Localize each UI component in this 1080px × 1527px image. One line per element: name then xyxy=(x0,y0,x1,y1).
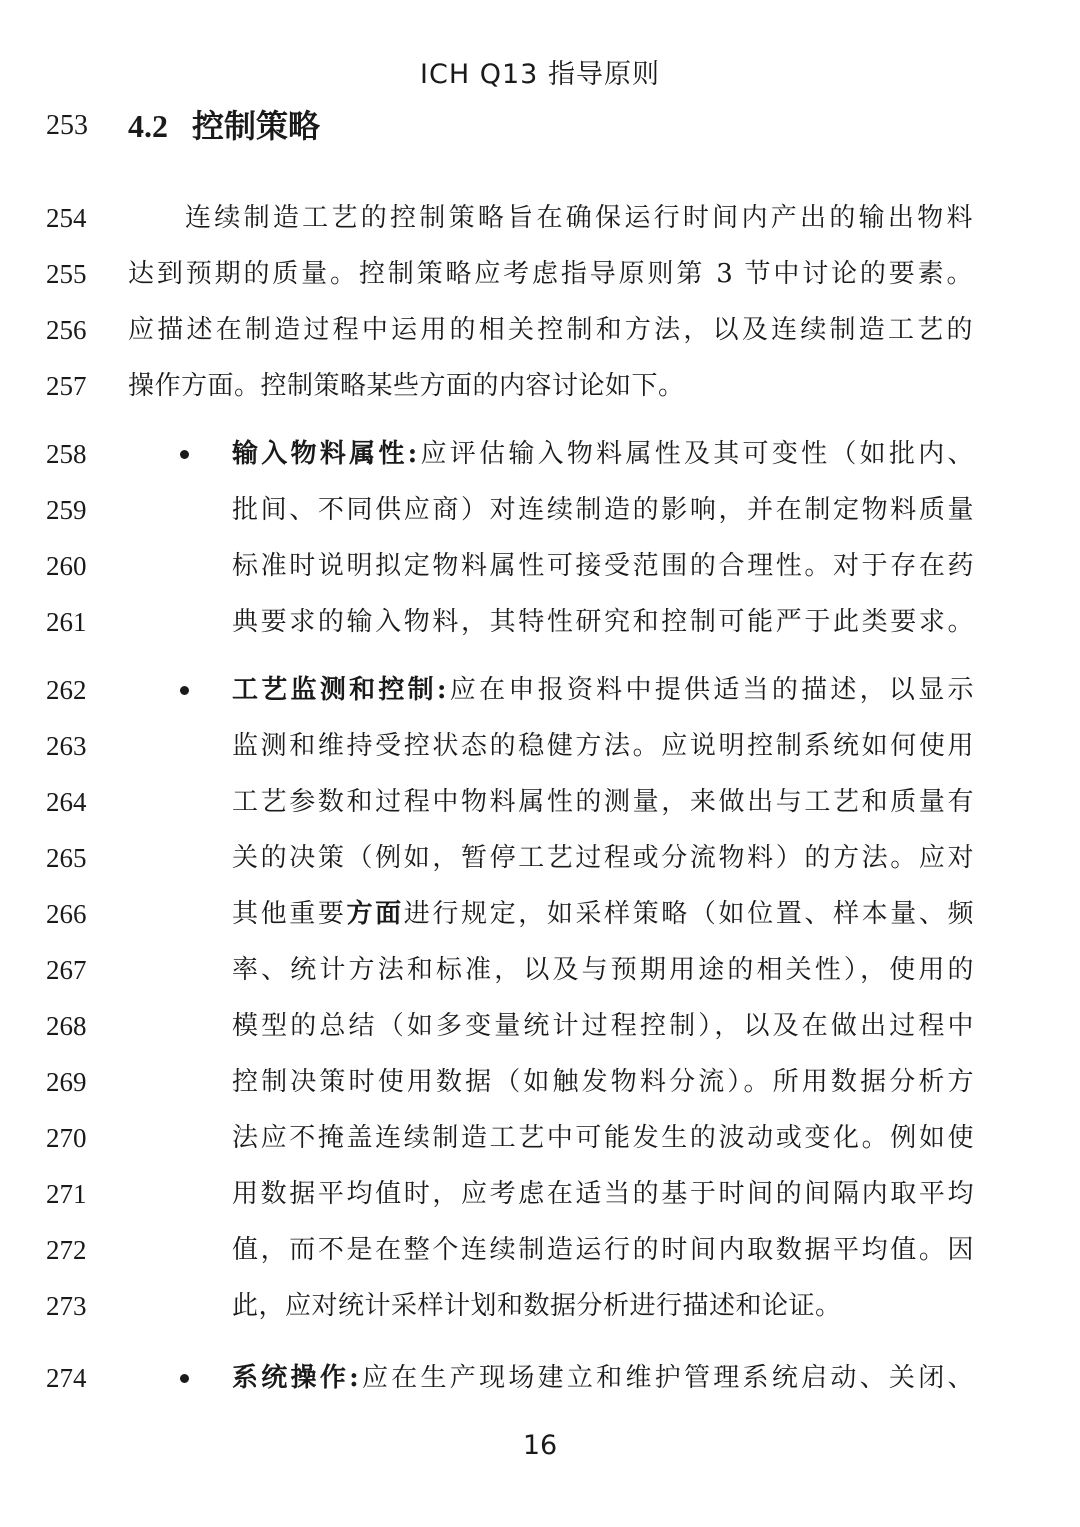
bullet-line xyxy=(0,662,1080,718)
bullet-title: 输入物料属性: xyxy=(232,439,418,469)
paragraph-line xyxy=(0,302,1080,358)
paragraph-line xyxy=(0,190,1080,246)
bullet-line xyxy=(0,886,1080,942)
section-number: 4.2 xyxy=(128,108,168,144)
text-segment: 进行规定，如采样策略（如位置、样本量、频 xyxy=(403,899,974,929)
section-heading xyxy=(0,98,1080,154)
page-number: 16 xyxy=(522,1430,558,1461)
bullet-line xyxy=(0,426,1080,482)
line-number: 269 xyxy=(46,1067,87,1097)
line-number: 257 xyxy=(46,371,87,401)
line-number: 254 xyxy=(46,203,87,233)
paragraph-line xyxy=(0,358,1080,414)
bold-segment: 方面 xyxy=(346,899,404,929)
line-number: 262 xyxy=(46,675,87,705)
paragraph-text: 达到预期的质量。控制策略应考虑指导原则第 3 节中讨论的要素。 xyxy=(128,259,973,289)
line-number: 267 xyxy=(46,955,87,985)
page-header: ICH Q13 指导原则 xyxy=(420,59,660,90)
line-number: 266 xyxy=(46,899,87,929)
bullet-line xyxy=(0,1278,1080,1334)
line-number: 264 xyxy=(46,787,87,817)
line-number: 261 xyxy=(46,607,87,637)
bullet-line xyxy=(0,1222,1080,1278)
line-number: 260 xyxy=(46,551,87,581)
line-number: 253 xyxy=(46,110,88,141)
bullet-line xyxy=(0,998,1080,1054)
bullet-icon xyxy=(180,686,189,695)
bullet-text: 用数据平均值时，应考虑在适当的基于时间的间隔内取平均 xyxy=(232,1179,974,1209)
bullet-line xyxy=(0,1110,1080,1166)
bullet-line xyxy=(0,774,1080,830)
bullet-text: 控制决策时使用数据（如触发物料分流）。所用数据分析方 xyxy=(232,1067,974,1097)
paragraph-text: 应描述在制造过程中运用的相关控制和方法，以及连续制造工艺的 xyxy=(128,315,973,345)
bullet-text: 关的决策（例如，暂停工艺过程或分流物料）的方法。应对 xyxy=(232,843,974,873)
paragraph-line xyxy=(0,246,1080,302)
line-number: 259 xyxy=(46,495,87,525)
line-number: 271 xyxy=(46,1179,87,1209)
bullet-text: 应在申报资料中提供适当的描述，以显示 xyxy=(447,675,974,705)
bullet-line xyxy=(0,594,1080,650)
bullet-text: 值，而不是在整个连续制造运行的时间内取数据平均值。因 xyxy=(232,1235,974,1265)
paragraph-text: 操作方面。控制策略某些方面的内容讨论如下。 xyxy=(128,371,685,401)
line-number: 265 xyxy=(46,843,87,873)
bullet-line xyxy=(0,538,1080,594)
bullet-text: 此，应对统计采样计划和数据分析进行描述和论证。 xyxy=(232,1291,842,1321)
bullet-text: 应评估输入物料属性及其可变性（如批内、 xyxy=(417,439,974,469)
bullet-text: 模型的总结（如多变量统计过程控制），以及在做出过程中 xyxy=(232,1011,974,1041)
text-segment: 其他重要 xyxy=(232,899,347,929)
bullet-line xyxy=(0,482,1080,538)
bullet-text: 监测和维持受控状态的稳健方法。应说明控制系统如何使用 xyxy=(232,731,974,761)
bullet-line xyxy=(0,942,1080,998)
bullet-text: 工艺参数和过程中物料属性的测量，来做出与工艺和质量有 xyxy=(232,787,974,817)
bullet-text xyxy=(232,886,974,942)
bullet-line xyxy=(0,718,1080,774)
line-number: 255 xyxy=(46,259,87,289)
line-number: 256 xyxy=(46,315,87,345)
bullet-text: 批间、不同供应商）对连续制造的影响，并在制定物料质量 xyxy=(232,495,974,525)
bullet-icon xyxy=(180,1374,189,1383)
line-number: 274 xyxy=(46,1363,87,1393)
bullet-text: 法应不掩盖连续制造工艺中可能发生的波动或变化。例如使 xyxy=(232,1123,974,1153)
bullet-title: 工艺监测和控制: xyxy=(232,675,448,705)
bullet-title: 系统操作: xyxy=(232,1363,360,1393)
line-number: 273 xyxy=(46,1291,87,1321)
bullet-line xyxy=(0,1054,1080,1110)
line-number: 272 xyxy=(46,1235,87,1265)
bullet-text: 应在生产现场建立和维护管理系统启动、关闭、 xyxy=(359,1363,974,1393)
bullet-line xyxy=(0,1166,1080,1222)
bullet-text: 典要求的输入物料，其特性研究和控制可能严于此类要求。 xyxy=(232,607,974,637)
line-number: 270 xyxy=(46,1123,87,1153)
bullet-line xyxy=(0,830,1080,886)
section-title: 控制策略 xyxy=(192,107,321,145)
bullet-icon xyxy=(180,450,189,459)
paragraph-text: 连续制造工艺的控制策略旨在确保运行时间内产出的输出物料 xyxy=(185,203,973,233)
bullet-line xyxy=(0,1350,1080,1406)
line-number: 268 xyxy=(46,1011,87,1041)
bullet-text: 标准时说明拟定物料属性可接受范围的合理性。对于存在药 xyxy=(232,551,974,581)
line-number: 263 xyxy=(46,731,87,761)
line-number: 258 xyxy=(46,439,87,469)
bullet-text: 率、统计方法和标准，以及与预期用途的相关性），使用的 xyxy=(232,955,974,985)
